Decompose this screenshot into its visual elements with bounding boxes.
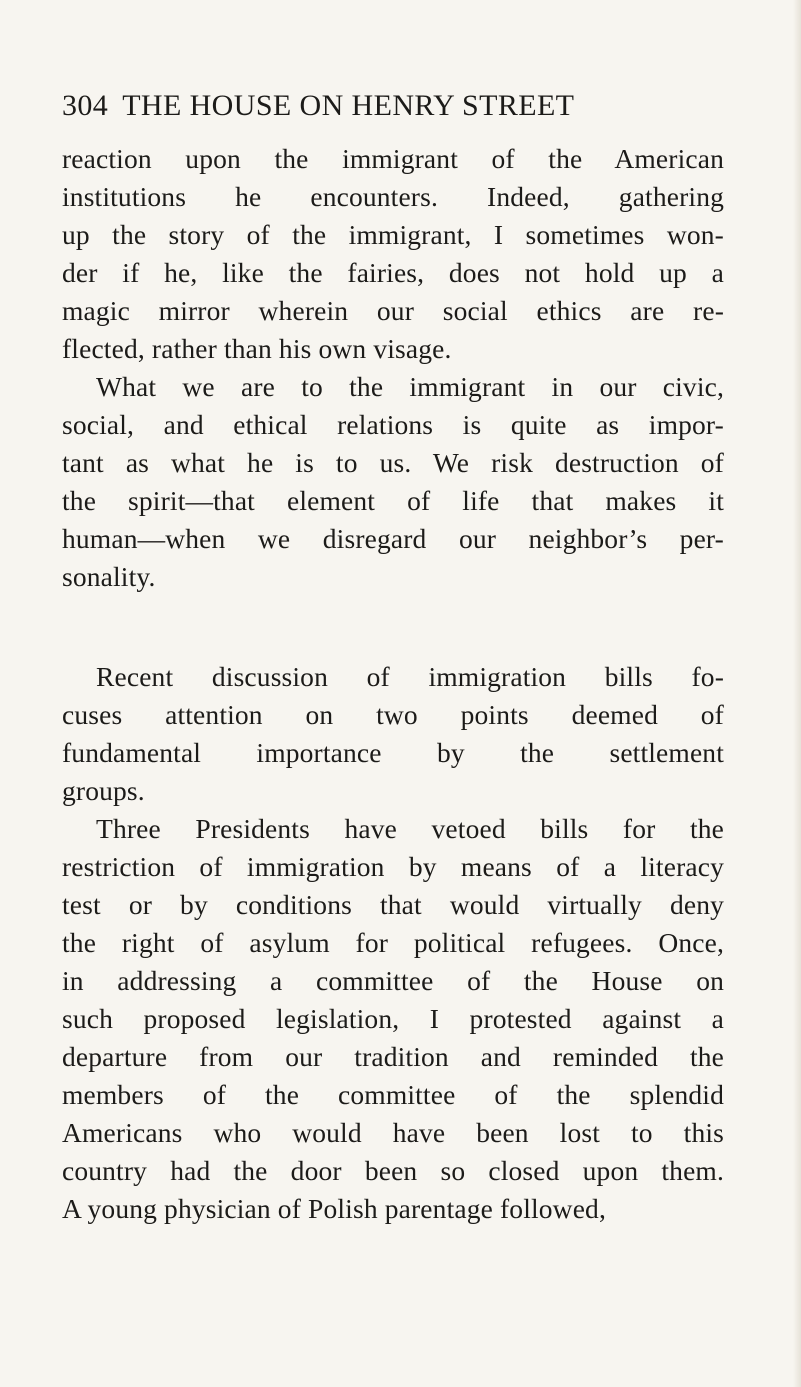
text-line: members of the committee of the splendid: [62, 1079, 724, 1110]
text-line: up the story of the immigrant, I sometimes won-: [62, 219, 724, 250]
text-line: sonality.: [62, 561, 156, 592]
text-line: the right of asylum for political refugees. Once,: [62, 927, 724, 958]
text-line: flected, rather than his own visage.: [62, 333, 452, 364]
text-line: der if he, like the fairies, does not hold up a: [62, 257, 724, 288]
text-block-2: [62, 658, 724, 1228]
page-edge: [793, 0, 801, 1387]
page-number: 304: [62, 89, 109, 122]
text-line: magic mirror wherein our social ethics are re-: [62, 295, 724, 326]
text-line: such proposed legislation, I protested against a: [62, 1003, 724, 1034]
text-line: fundamental importance by the settlement: [62, 737, 724, 768]
text-line: What we are to the immigrant in our civic,: [96, 371, 724, 402]
running-title: THE HOUSE ON HENRY STREET: [122, 89, 575, 122]
text-line: reaction upon the immigrant of the American: [62, 143, 724, 174]
running-header: [62, 86, 722, 126]
text-line: Recent discussion of immigration bills fo-: [96, 661, 724, 692]
text-line: restriction of immigration by means of a literacy: [62, 851, 724, 882]
text-line: the spirit—that element of life that makes it: [62, 485, 724, 516]
text-line: groups.: [62, 775, 145, 806]
text-line: social, and ethical relations is quite as impor-: [62, 409, 724, 440]
text-line: human—when we disregard our neighbor’s per-: [62, 523, 724, 554]
text-line: institutions he encounters. Indeed, gathering: [62, 181, 724, 212]
text-line: tant as what he is to us. We risk destruction of: [62, 447, 724, 478]
text-line: country had the door been so closed upon them.: [62, 1155, 724, 1186]
text-line: in addressing a committee of the House on: [62, 965, 724, 996]
text-block-1: [62, 140, 724, 596]
text-line: Three Presidents have vetoed bills for the: [96, 813, 724, 844]
text-line: cuses attention on two points deemed of: [62, 699, 724, 730]
text-line: A young physician of Polish parentage followed,: [62, 1193, 606, 1224]
text-line: test or by conditions that would virtually deny: [62, 889, 724, 920]
text-line: Americans who would have been lost to this: [62, 1117, 724, 1148]
text-line: departure from our tradition and reminded the: [62, 1041, 724, 1072]
